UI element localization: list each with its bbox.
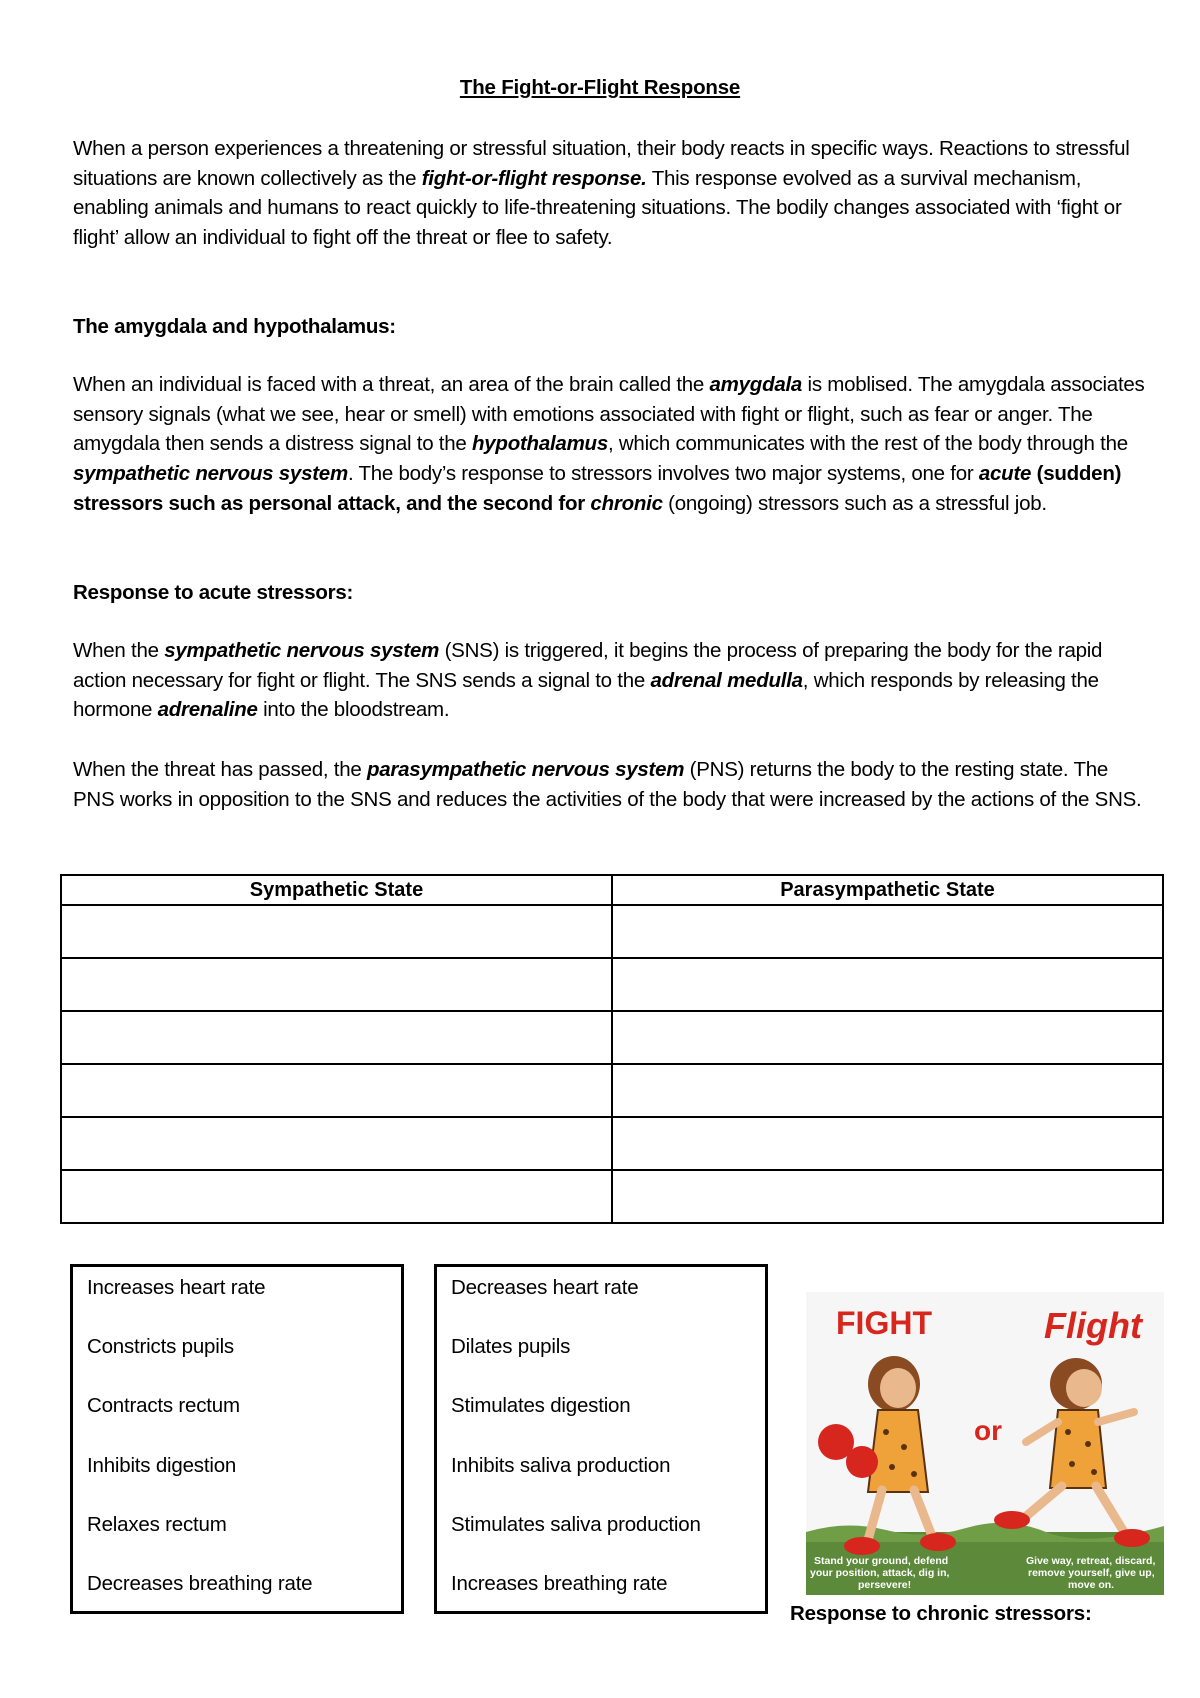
sns-text-2: (SNS) is triggered, it begins the process of preparing the body for the rapid action necessary for fight or flight. The SNS sends a signal to the — [73, 639, 1103, 692]
table-header-row — [61, 875, 1163, 905]
intro-term-fight-or-flight: fight-or-flight response. — [421, 166, 647, 190]
boxing-glove-right-icon — [846, 1446, 878, 1478]
list-item[interactable]: Increases breathing rate — [451, 1571, 668, 1595]
list-item[interactable]: Relaxes rectum — [87, 1512, 227, 1536]
amygdala-text-4: . The body’s response to stressors involves two major systems, one for — [347, 462, 979, 486]
heading-acute: Response to acute stressors: — [73, 581, 354, 604]
flight-caption-line-1: Give way, retreat, discard, — [1026, 1555, 1156, 1567]
header-parasympathetic: Parasympathetic State — [612, 875, 1163, 905]
sympathetic-cell[interactable] — [61, 905, 612, 958]
amygdala-text-3: , which communicates with the rest of the body through the — [607, 432, 1128, 456]
sympathetic-cell[interactable] — [61, 1011, 612, 1064]
flight-label: Flight — [1044, 1305, 1142, 1346]
list-item[interactable]: Inhibits saliva production — [451, 1453, 671, 1477]
table-row — [61, 958, 1163, 1011]
term-amygdala: amygdala — [709, 373, 803, 396]
term-adrenaline: adrenaline — [157, 698, 258, 722]
or-label: or — [974, 1415, 1002, 1446]
list-item[interactable]: Stimulates saliva production — [451, 1512, 701, 1536]
word-box-right — [434, 1264, 768, 1614]
parasympathetic-cell[interactable] — [612, 1170, 1163, 1223]
list-item[interactable]: Constricts pupils — [87, 1335, 234, 1359]
parasympathetic-cell[interactable] — [612, 1064, 1163, 1117]
pns-text-2: (PNS) returns the body to the resting state. The PNS works in opposition to the SNS and reduces the activities of the body that were increased by the actions of the SNS. — [73, 758, 1142, 811]
term-adrenal-medulla: adrenal medulla — [650, 668, 803, 692]
term-hypothalamus: hypothalamus — [472, 432, 608, 456]
sns-paragraph — [73, 636, 1153, 725]
fight-caption-line-3: persevere! — [858, 1579, 912, 1591]
header-sympathetic: Sympathetic State — [61, 875, 612, 905]
list-item[interactable]: Contracts rectum — [87, 1394, 240, 1418]
flight-caption-line-3: move on. — [1068, 1579, 1115, 1591]
term-sns: sympathetic nervous system — [164, 639, 440, 662]
parasympathetic-cell[interactable] — [612, 1117, 1163, 1170]
list-item[interactable]: Dilates pupils — [451, 1335, 571, 1359]
sns-text-3: , which responds by releasing the hormone — [73, 668, 1099, 722]
amygdala-text-5: (sudden) stressors such as personal attack, and the second for — [73, 462, 1122, 515]
intro-text-2: This response evolved as a survival mechanism, enabling animals and humans to react quickly to life-threatening situations. The bodily changes associated with ‘fight or flight’ allow an individual to fight off the threat or flee to safety. — [73, 166, 1122, 250]
parasympathetic-cell[interactable] — [612, 905, 1163, 958]
amygdala-text-6: (ongoing) stressors such as a stressful job. — [662, 491, 1047, 515]
word-box-left — [70, 1264, 404, 1614]
amygdala-text-1: When an individual is faced with a threat, an area of the brain called the — [73, 373, 710, 396]
fight-or-flight-illustration — [806, 1292, 1164, 1595]
sympathetic-cell[interactable] — [61, 1064, 612, 1117]
term-chronic: chronic — [590, 491, 663, 515]
amygdala-paragraph — [73, 370, 1153, 519]
fight-caption-line-2: your position, attack, dig in, — [810, 1567, 950, 1579]
fighter-face-icon — [880, 1368, 916, 1408]
list-item[interactable]: Stimulates digestion — [451, 1394, 631, 1418]
list-item[interactable]: Increases heart rate — [87, 1276, 266, 1299]
parasympathetic-cell[interactable] — [612, 958, 1163, 1011]
pns-text-1: When the threat has passed, the — [73, 758, 367, 781]
table-row — [61, 1064, 1163, 1117]
page-title: The Fight-or-Flight Response — [459, 76, 741, 99]
sympathetic-cell[interactable] — [61, 958, 612, 1011]
state-table — [60, 874, 1164, 1224]
fighter-leopard-tunic — [868, 1410, 928, 1492]
pns-paragraph — [73, 755, 1153, 814]
flight-caption-line-2: remove yourself, give up, — [1028, 1567, 1155, 1579]
term-acute: acute — [978, 462, 1032, 486]
fighter-shoe-right-icon — [920, 1533, 956, 1551]
heading-amygdala: The amygdala and hypothalamus: — [73, 315, 396, 338]
parasympathetic-cell[interactable] — [612, 1011, 1163, 1064]
term-sympathetic: sympathetic nervous system — [73, 462, 348, 486]
list-item[interactable]: Inhibits digestion — [87, 1453, 237, 1477]
amygdala-text-2: is moblised. The amygdala associates sensory signals (what we see, hear or smell) with emotions associated with fight or flight, such as fear or anger. The amygdala then sends a distress signal to the — [73, 373, 1145, 456]
fighter-shoe-left-icon — [844, 1537, 880, 1555]
sns-text-4: into the bloodstream. — [257, 698, 450, 722]
sns-text-1: When the — [73, 639, 165, 662]
fight-caption-line-1: Stand your ground, defend — [814, 1555, 949, 1567]
table-row — [61, 905, 1163, 958]
intro-paragraph — [73, 134, 1153, 253]
term-pns: parasympathetic nervous system — [367, 758, 685, 781]
sympathetic-cell[interactable] — [61, 1170, 612, 1223]
fight-label: FIGHT — [836, 1305, 932, 1341]
chronic-stressors-caption: Response to chronic stressors: — [790, 1602, 1092, 1625]
table-row — [61, 1011, 1163, 1064]
list-item[interactable]: Decreases heart rate — [451, 1276, 639, 1299]
table-row — [61, 1170, 1163, 1223]
runner-shoe-right-icon — [1114, 1529, 1150, 1547]
runner-shoe-left-icon — [994, 1511, 1030, 1529]
list-item[interactable]: Decreases breathing rate — [87, 1571, 313, 1595]
intro-text-1: When a person experiences a threatening or stressful situation, their body reacts in specific ways. Reactions to stressful situations are known collectively as the — [73, 137, 1130, 190]
runner-face-icon — [1066, 1369, 1102, 1407]
sympathetic-cell[interactable] — [61, 1117, 612, 1170]
table-row — [61, 1117, 1163, 1170]
